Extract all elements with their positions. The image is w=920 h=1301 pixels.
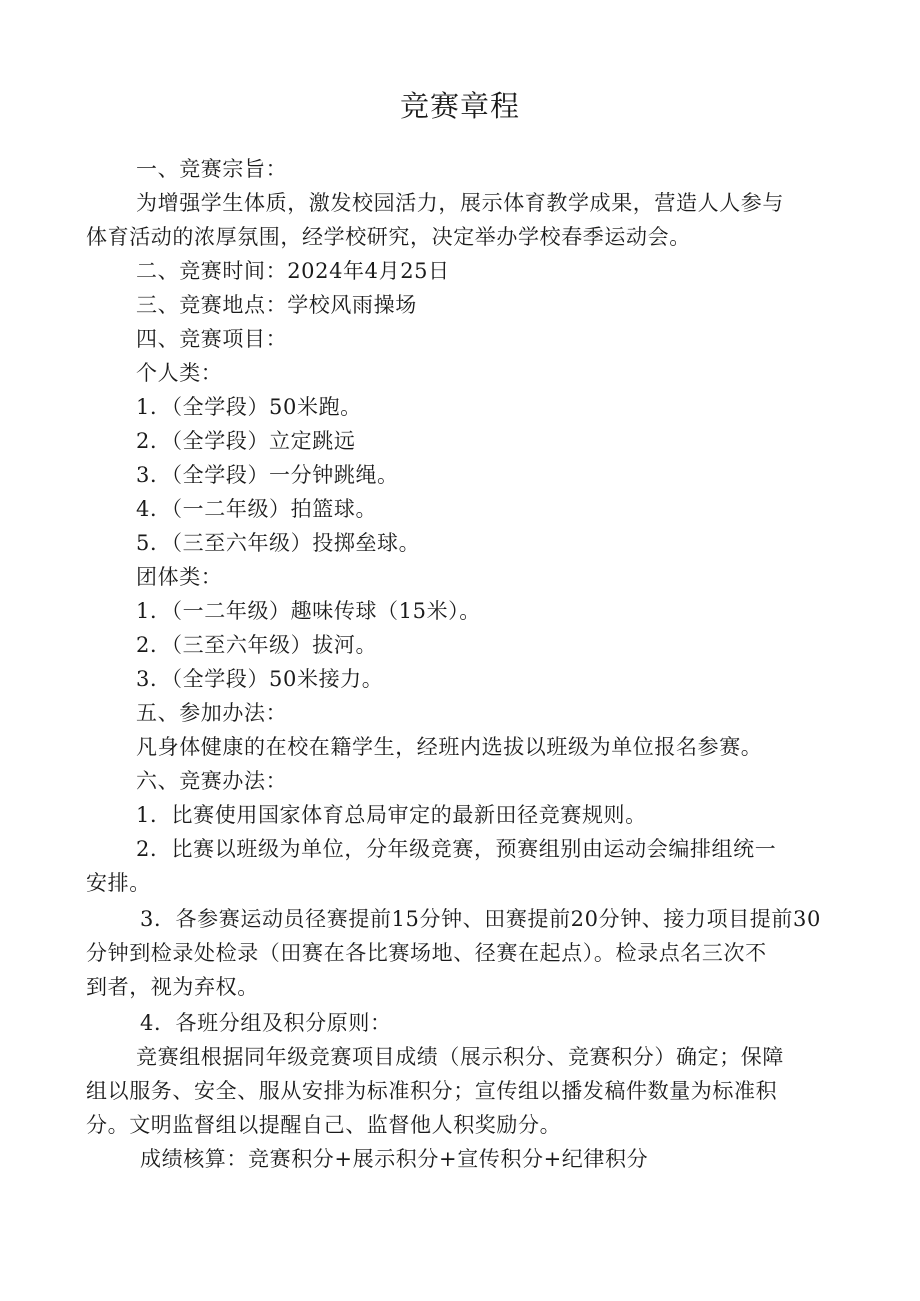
section-heading-time: 二、竞赛时间：2024年4月25日 (136, 259, 450, 283)
section-heading-events: 四、竞赛项目： (136, 327, 288, 351)
list-item: 5．（三至六年级）投掷垒球。 (136, 531, 421, 555)
list-item: 3．各参赛运动员径赛提前15分钟、田赛提前20分钟、接力项目提前30 (140, 907, 821, 931)
subheading-individual: 个人类： (136, 361, 223, 385)
list-item: 2．（全学段）立定跳远 (136, 429, 356, 453)
section-heading-rules: 六、竞赛办法： (136, 769, 288, 793)
list-item: 4．各班分组及积分原则： (140, 1011, 392, 1035)
paragraph-line: 凡身体健康的在校在籍学生，经班内选拔以班级为单位报名参赛。 (136, 735, 763, 759)
paragraph-line: 安排。 (86, 871, 151, 895)
paragraph-line: 竞赛组根据同年级竞赛项目成绩（展示积分、竞赛积分）确定；保障 (136, 1045, 784, 1069)
list-item: 1．比赛使用国家体育总局审定的最新田径竞赛规则。 (136, 803, 647, 827)
paragraph-line: 分钟到检录处检录（田赛在各比赛场地、径赛在起点）。检录点名三次不 (86, 941, 767, 965)
list-item: 2．（三至六年级）拔河。 (136, 633, 378, 657)
paragraph-line: 组以服务、安全、服从安排为标准积分；宣传组以播发稿件数量为标准积 (86, 1079, 778, 1103)
score-formula: 成绩核算：竞赛积分+展示积分+宣传积分+纪律积分 (140, 1147, 649, 1171)
list-item: 1．（一二年级）趣味传球（15米）。 (136, 599, 481, 623)
paragraph-line: 到者，视为弃权。 (86, 975, 259, 999)
list-item: 3．（全学段）一分钟跳绳。 (136, 463, 399, 487)
section-heading-purpose: 一、竞赛宗旨： (136, 157, 288, 181)
list-item: 3．（全学段）50米接力。 (136, 667, 384, 691)
list-item: 4．（一二年级）拍篮球。 (136, 497, 378, 521)
paragraph-line: 体育活动的浓厚氛围，经学校研究，决定举办学校春季运动会。 (86, 225, 691, 249)
paragraph-line: 为增强学生体质，激发校园活力，展示体育教学成果，营造人人参与 (136, 191, 784, 215)
paragraph-line: 分。文明监督组以提醒自己、监督他人积奖励分。 (86, 1113, 562, 1137)
list-item: 2．比赛以班级为单位，分年级竞赛，预赛组别由运动会编排组统一 (136, 837, 777, 861)
section-heading-location: 三、竞赛地点：学校风雨操场 (136, 293, 417, 317)
document-title: 竞赛章程 (399, 89, 520, 123)
list-item: 1．（全学段）50米跑。 (136, 395, 362, 419)
section-heading-participation: 五、参加办法： (136, 701, 288, 725)
subheading-team: 团体类： (136, 565, 223, 589)
